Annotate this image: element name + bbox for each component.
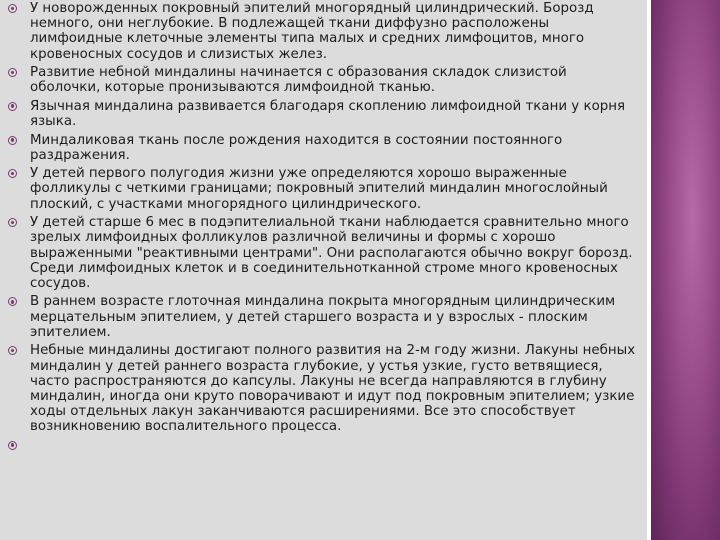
bullet-text: В раннем возрасте глоточная миндалина покрыта многорядным цилиндрическим мерцательным эпителием, у детей старшего возраста и у взрослых - плоским эпителием. [30, 294, 616, 340]
bullet-text: Миндаликовая ткань после рождения находится в состоянии постоянного раздражения. [30, 132, 563, 163]
list-item [8, 343, 640, 434]
circle-bullet-icon [8, 136, 17, 145]
bullet-text: Развитие небной миндалины начинается с образования складок слизистой оболочки, которые пронизываются лимфоидной тканью. [30, 65, 567, 96]
circle-bullet-icon [8, 102, 17, 111]
list-item [8, 166, 640, 212]
bullet-list [8, 1, 640, 456]
circle-bullet-icon [8, 441, 17, 450]
bullet-text: Небные миндалины достигают полного развития на 2-м году жизни. Лакуны небных миндалин у детей раннего возраста глубокие, у устья узкие, густо ветвящиеся, часто распространяются до капсулы. Лакуны не всегда направляются в глубину миндалин, иногда они круто поворачивают и идут под покровным эпителием; узкие ходы отдельных лакун заканчиваются расширениями. Все это способствует возникновению воспалительного процесса. [30, 343, 636, 435]
circle-bullet-icon [8, 297, 17, 306]
circle-bullet-icon [8, 169, 17, 178]
list-item-empty [8, 438, 640, 453]
circle-bullet-icon [8, 68, 17, 77]
list-item [8, 1, 640, 62]
bullet-text: У новорожденных покровный эпителий многорядный цилиндрический. Борозд немного, они неглубокие. В подлежащей ткани диффузно расположены лимфоидные клеточные элементы типа малых и средних лимфоцитов, много кровеносных сосудов и слизистых желез. [30, 1, 594, 62]
list-item [8, 65, 640, 95]
circle-bullet-icon [8, 346, 17, 355]
bullet-text: Язычная миндалина развивается благодаря скоплению лимфоидной ткани у корня языка. [30, 98, 626, 130]
list-item [8, 215, 640, 291]
list-item [8, 294, 640, 340]
bullet-text: У детей первого полугодия жизни уже определяются хорошо выраженные фолликулы с четкими границами; покровный эпителий миндалин многослойный плоский, с участками многорядного цилиндрического. [30, 166, 608, 212]
bullet-text: У детей старше 6 мес в подэпителиальной ткани наблюдается сравнительно много зрелых лимфоидных фолликулов различной величины и формы с хорошо выраженными "реактивными центрами". Они располагаются обычно вокруг борозд. Среди лимфоидных клеток и в соединительнотканной строме много кровеносных сосудов. [30, 215, 633, 291]
circle-bullet-icon [8, 218, 17, 227]
list-item [8, 99, 640, 129]
list-item [8, 133, 640, 163]
circle-bullet-icon [8, 4, 17, 13]
decorative-side-band [651, 0, 720, 540]
